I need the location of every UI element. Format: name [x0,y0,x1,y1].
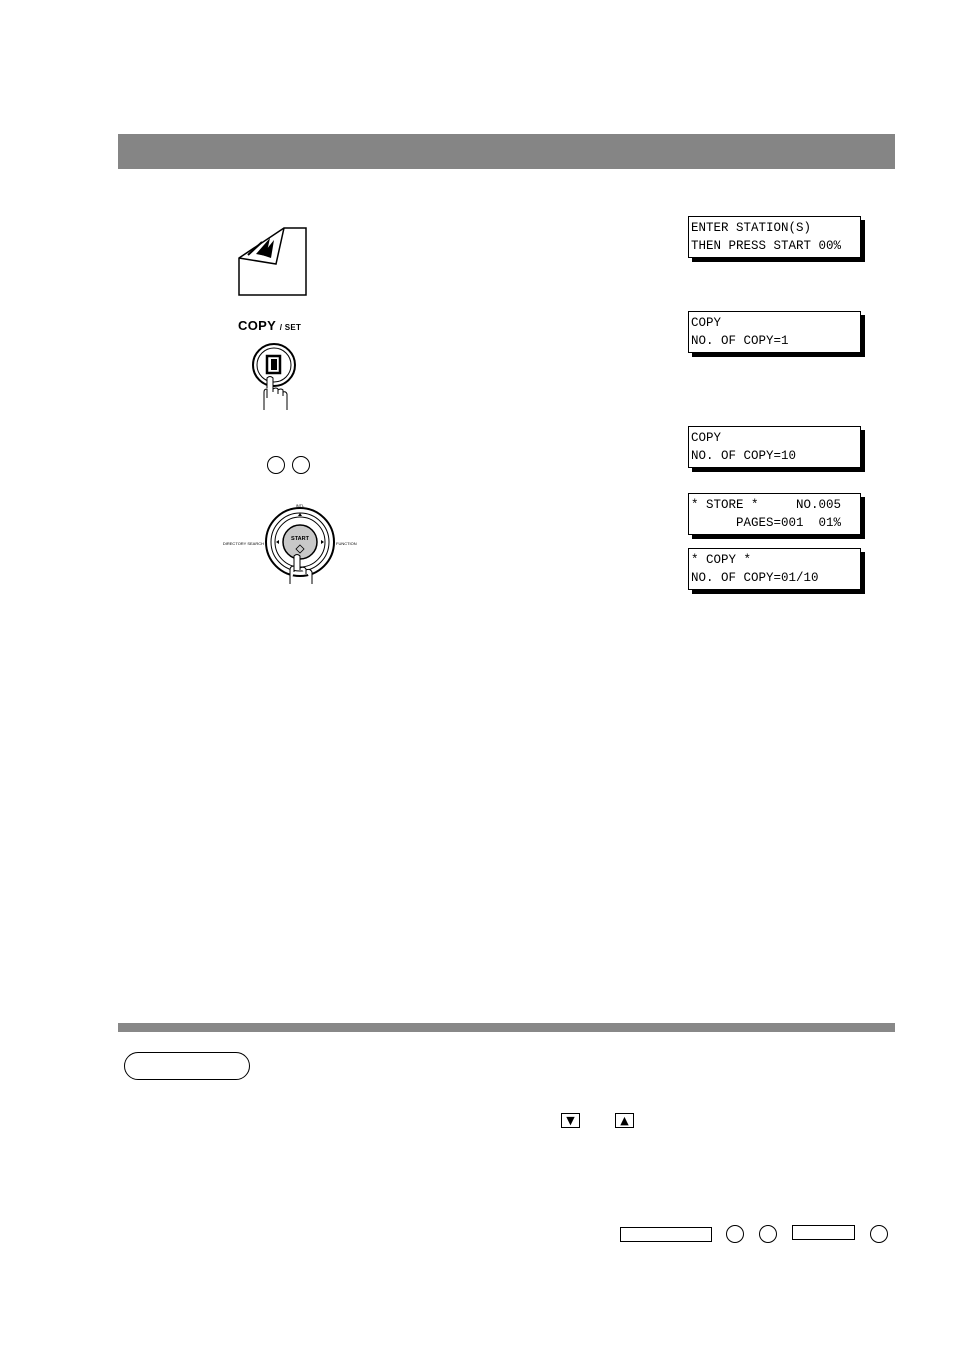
intl-label: INTL [295,503,305,508]
set-label-text: / SET [279,323,302,332]
lcd-screen-5 [688,548,861,590]
lcd-4-line-1: * STORE * NO.005 [691,498,842,512]
lcd-5-line-2: NO. OF COPY=01/10 [691,570,819,585]
lcd-2-line-2: NO. OF COPY=1 [691,333,789,348]
lcd-4-line-2: PAGES=001 01% [691,515,842,530]
lcd-1-line-2: THEN PRESS START 00% [691,238,842,253]
lcd-screen-2 [688,311,861,353]
number-key-circle-1 [726,1225,744,1243]
directory-search-label: DIRECTORY SEARCH [222,541,264,546]
up-arrow-key-icon: ▲ [615,1113,634,1128]
note-badge [124,1052,250,1080]
copy-key-button[interactable] [246,340,302,412]
lcd-screen-3 [688,426,861,468]
lcd-3-line-2: NO. OF COPY=10 [691,448,797,463]
down-arrow-key-icon: ▼ [561,1113,580,1128]
number-key-circle-3 [870,1225,888,1243]
function-label: FUNCTION [336,541,357,546]
lcd-5-line-1: * COPY * [691,553,752,567]
function-key-icon [620,1227,712,1242]
number-key-1[interactable] [267,456,285,474]
section-divider [118,1023,895,1032]
header-bar [118,134,895,169]
lcd-1-line-1: ENTER STATION(S) [691,221,812,235]
copy-label-text: COPY [238,318,276,333]
lcd-screen-1 [688,216,861,258]
copy-set-label [238,318,301,333]
number-key-0[interactable] [292,456,310,474]
set-key-icon [792,1225,855,1240]
document-set-icon [236,222,310,298]
start-control-pad[interactable] [222,498,362,586]
lcd-3-line-1: COPY [691,431,722,445]
start-label: START [291,536,309,542]
lcd-screen-4 [688,493,861,535]
lcd-2-line-1: COPY [691,316,722,330]
number-key-circle-2 [759,1225,777,1243]
